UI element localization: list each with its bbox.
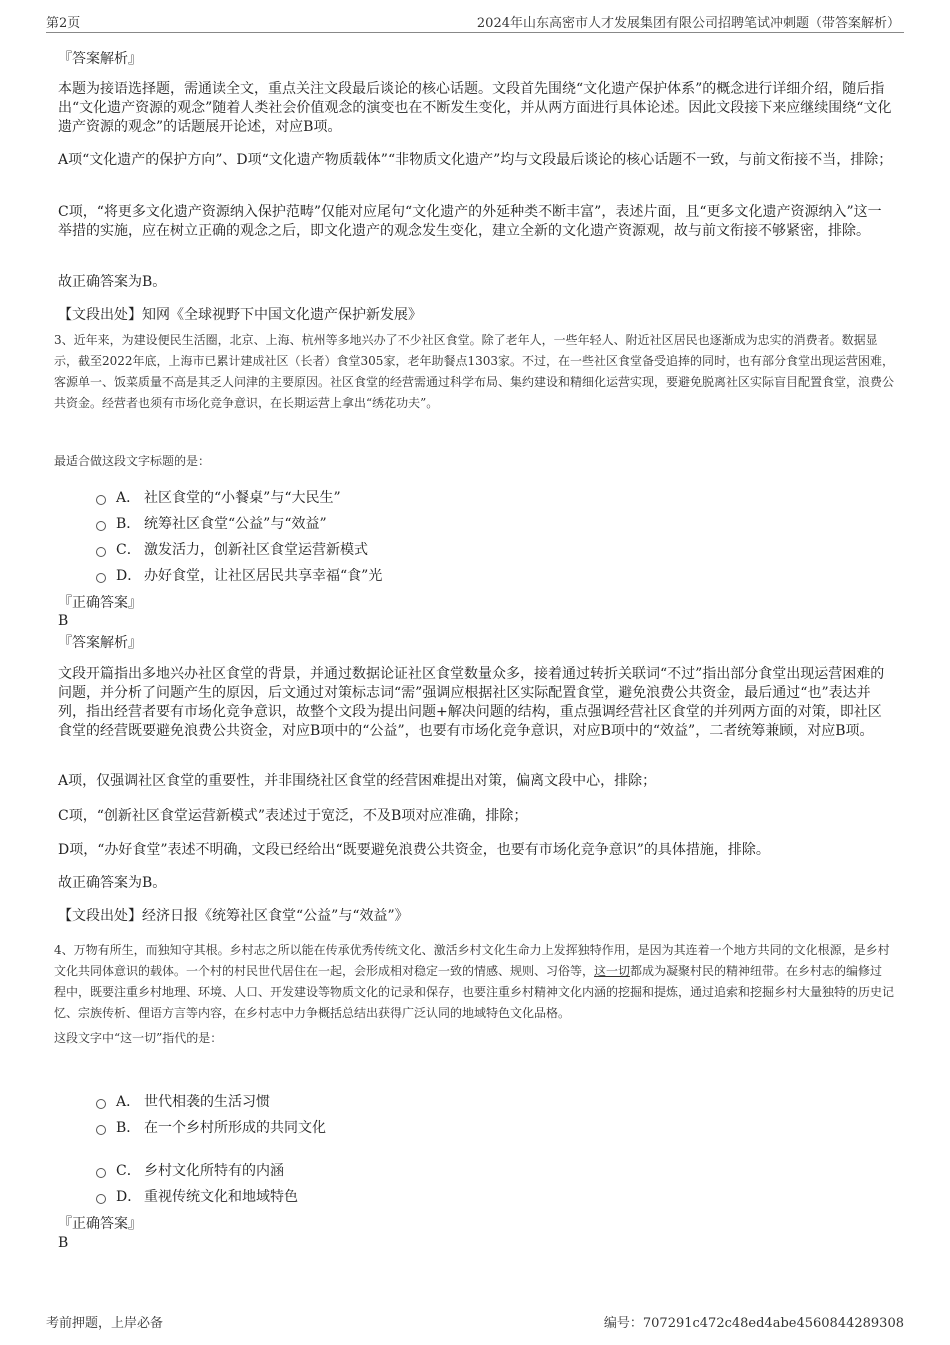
q3-answer: B	[58, 613, 69, 629]
q2-conclusion: 故正确答案为B。	[58, 274, 167, 290]
document-title: 2024年山东高密市人才发展集团有限公司招聘笔试冲刺题（带答案解析）	[476, 16, 900, 31]
option-text: 办好食堂，让社区居民共享幸福“食”光	[144, 568, 383, 584]
q3-question: 最适合做这段文字标题的是：	[54, 454, 211, 468]
option-text: 乡村文化所特有的内涵	[144, 1163, 284, 1179]
q3-analysis-para1: 文段开篇指出多地兴办社区食堂的背景，并通过数据论证社区食堂数量众多，接着通过转折关联词“不过”指出部分食堂出现运营困难的问题，并分析了问题产生的原因，后文通过对策标志词“需”强调应根据社区实际配置食堂，避免浪费公共资金，最后通过“也”表达并列，指出经营者要有市场化竞争意识，故整个文段为提出问题+解决问题的结构，重点强调经营社区食堂的并列两方面的对策，即社区食堂的经营既要避免浪费公共资金，对应B项中的“公益”，也要有市场化竞争意识，对应B项中的“效益”，二者统筹兼顾，对应B项。	[58, 666, 885, 739]
radio-icon[interactable]	[96, 1125, 106, 1135]
page-number: 第2页	[46, 16, 81, 31]
q2-analysis-label: 『答案解析』	[58, 51, 142, 67]
q3-source: 【文段出处】经济日报《统筹社区食堂“公益”与“效益”》	[58, 908, 409, 924]
radio-icon[interactable]	[96, 1168, 106, 1178]
option-letter: D．	[116, 568, 142, 584]
q3-conclusion: 故正确答案为B。	[58, 875, 167, 891]
q4-answer: B	[58, 1235, 69, 1251]
option-text: 激发活力，创新社区食堂运营新模式	[144, 542, 368, 558]
q3-analysis-para2: A项，仅强调社区食堂的重要性，并非围绕社区食堂的经营困难提出对策，偏离文段中心，排除；	[58, 773, 657, 789]
option-letter: D．	[116, 1189, 142, 1205]
q4-question: 这段文字中“这一切”指代的是：	[54, 1031, 223, 1045]
option-letter: A．	[116, 1094, 141, 1110]
q4-stem-underlined: 这一切	[594, 964, 631, 978]
q4-stem-part2: 都成为凝聚村民的精神纽带。在乡村志的编修过程中，既要注重乡村地理、环境、人口、开发建设等物质文化的记录和保存，也要注重乡村精神文化内涵的挖掘和提炼，通过追索和挖掘乡村大量独特的历史记忆、宗族传析、俚语方言等内容，在乡村志中力争概括总结出获得广泛认同的地域特色文化品格。	[54, 964, 895, 1020]
q3-option-d[interactable]	[96, 566, 382, 586]
q3-analysis-para4: D项，“办好食堂”表述不明确，文段已经给出“既要避免浪费公共资金，也要有市场化竞争意识”的具体措施，排除。	[58, 842, 770, 858]
q2-source: 【文段出处】知网《全球视野下中国文化遗产保护新发展》	[58, 307, 422, 323]
q4-option-c[interactable]	[96, 1161, 284, 1181]
q4-stem-part1: 4、万物有所生，而独知守其根。乡村志之所以能在传承优秀传统文化、激活乡村文化生命力上发挥独特作用，是因为其连着一个地方共同的文化根源，是乡村文化共同体意识的载体。一个村的村民世代居住在一起，会形成相对稳定一致的情感、规则、习俗等，	[54, 943, 890, 978]
footer-slogan: 考前押题，上岸必备	[46, 1316, 164, 1331]
q3-analysis-label: 『答案解析』	[58, 635, 142, 651]
option-text: 重视传统文化和地域特色	[144, 1189, 298, 1205]
q2-analysis-para1: 本题为接语选择题，需通读全文，重点关注文段最后谈论的核心话题。文段首先围绕“文化遗产保护体系”的概念进行详细介绍，随后指出“文化遗产资源的观念”随着人类社会价值观念的演变也在不断发生变化，并从两方面进行具体论述。因此文段接下来应继续围绕“文化遗产资源的观念”的话题展开论述，对应B项。	[58, 81, 892, 135]
q3-answer-label: 『正确答案』	[58, 595, 142, 611]
option-text: 统筹社区食堂“公益”与“效益”	[144, 516, 327, 532]
radio-icon[interactable]	[96, 573, 106, 583]
q3-option-b[interactable]	[96, 514, 327, 534]
option-letter: C．	[116, 1163, 141, 1179]
option-letter: B．	[116, 1120, 141, 1136]
q3-analysis-para3: C项，“创新社区食堂运营新模式”表述过于宽泛，不及B项对应准确，排除；	[58, 808, 528, 824]
option-letter: A．	[116, 490, 141, 506]
document-id: 编号：707291c472c48ed4abe4560844289308	[603, 1316, 904, 1331]
q4-option-a[interactable]	[96, 1092, 270, 1112]
q4-stem	[54, 940, 894, 1024]
q4-option-b[interactable]	[96, 1118, 326, 1138]
radio-icon[interactable]	[96, 1194, 106, 1204]
option-letter: C．	[116, 542, 141, 558]
option-text: 世代相袭的生活习惯	[144, 1094, 270, 1110]
q2-analysis-para2: A项“文化遗产的保护方向”、D项“文化遗产物质载体”“非物质文化遗产”均与文段最后谈论的核心话题不一致，与前文衔接不当，排除；	[58, 152, 893, 168]
q3-option-a[interactable]	[96, 488, 341, 508]
radio-icon[interactable]	[96, 495, 106, 505]
q3-stem: 3、近年来，为建设便民生活圈，北京、上海、杭州等多地兴办了不少社区食堂。除了老年人，一些年轻人、附近社区居民也逐渐成为忠实的消费者。数据显示，截至2022年底，上海市已累计建成社区（长者）食堂305家，老年助餐点1303家。不过，在一些社区食堂备受追捧的同时，也有部分食堂出现运营困难，客源单一、饭菜质量不高是其乏人问津的主要原因。社区食堂的经营需通过科学布局、集约建设和精细化运营实现，要避免脱离社区实际盲目配置食堂，浪费公共资金。经营者也须有市场化竞争意识，在长期运营上拿出“绣花功夫”。	[54, 333, 895, 410]
q3-option-c[interactable]	[96, 540, 368, 560]
radio-icon[interactable]	[96, 521, 106, 531]
option-text: 在一个乡村所形成的共同文化	[144, 1120, 326, 1136]
q4-option-d[interactable]	[96, 1187, 298, 1207]
page-header	[46, 10, 904, 33]
q4-answer-label: 『正确答案』	[58, 1216, 142, 1232]
option-letter: B．	[116, 516, 141, 532]
option-text: 社区食堂的“小餐桌”与“大民生”	[144, 490, 341, 506]
radio-icon[interactable]	[96, 1099, 106, 1109]
q2-analysis-para3: C项，“将更多文化遗产资源纳入保护范畴”仅能对应尾句“文化遗产的外延种类不断丰富”，表述片面，且“更多文化遗产资源纳入”这一举措的实施，应在树立正确的观念之后，即文化遗产的观念发生变化，建立全新的文化遗产资源观，故与前文衔接不够紧密，排除。	[58, 204, 882, 239]
radio-icon[interactable]	[96, 547, 106, 557]
